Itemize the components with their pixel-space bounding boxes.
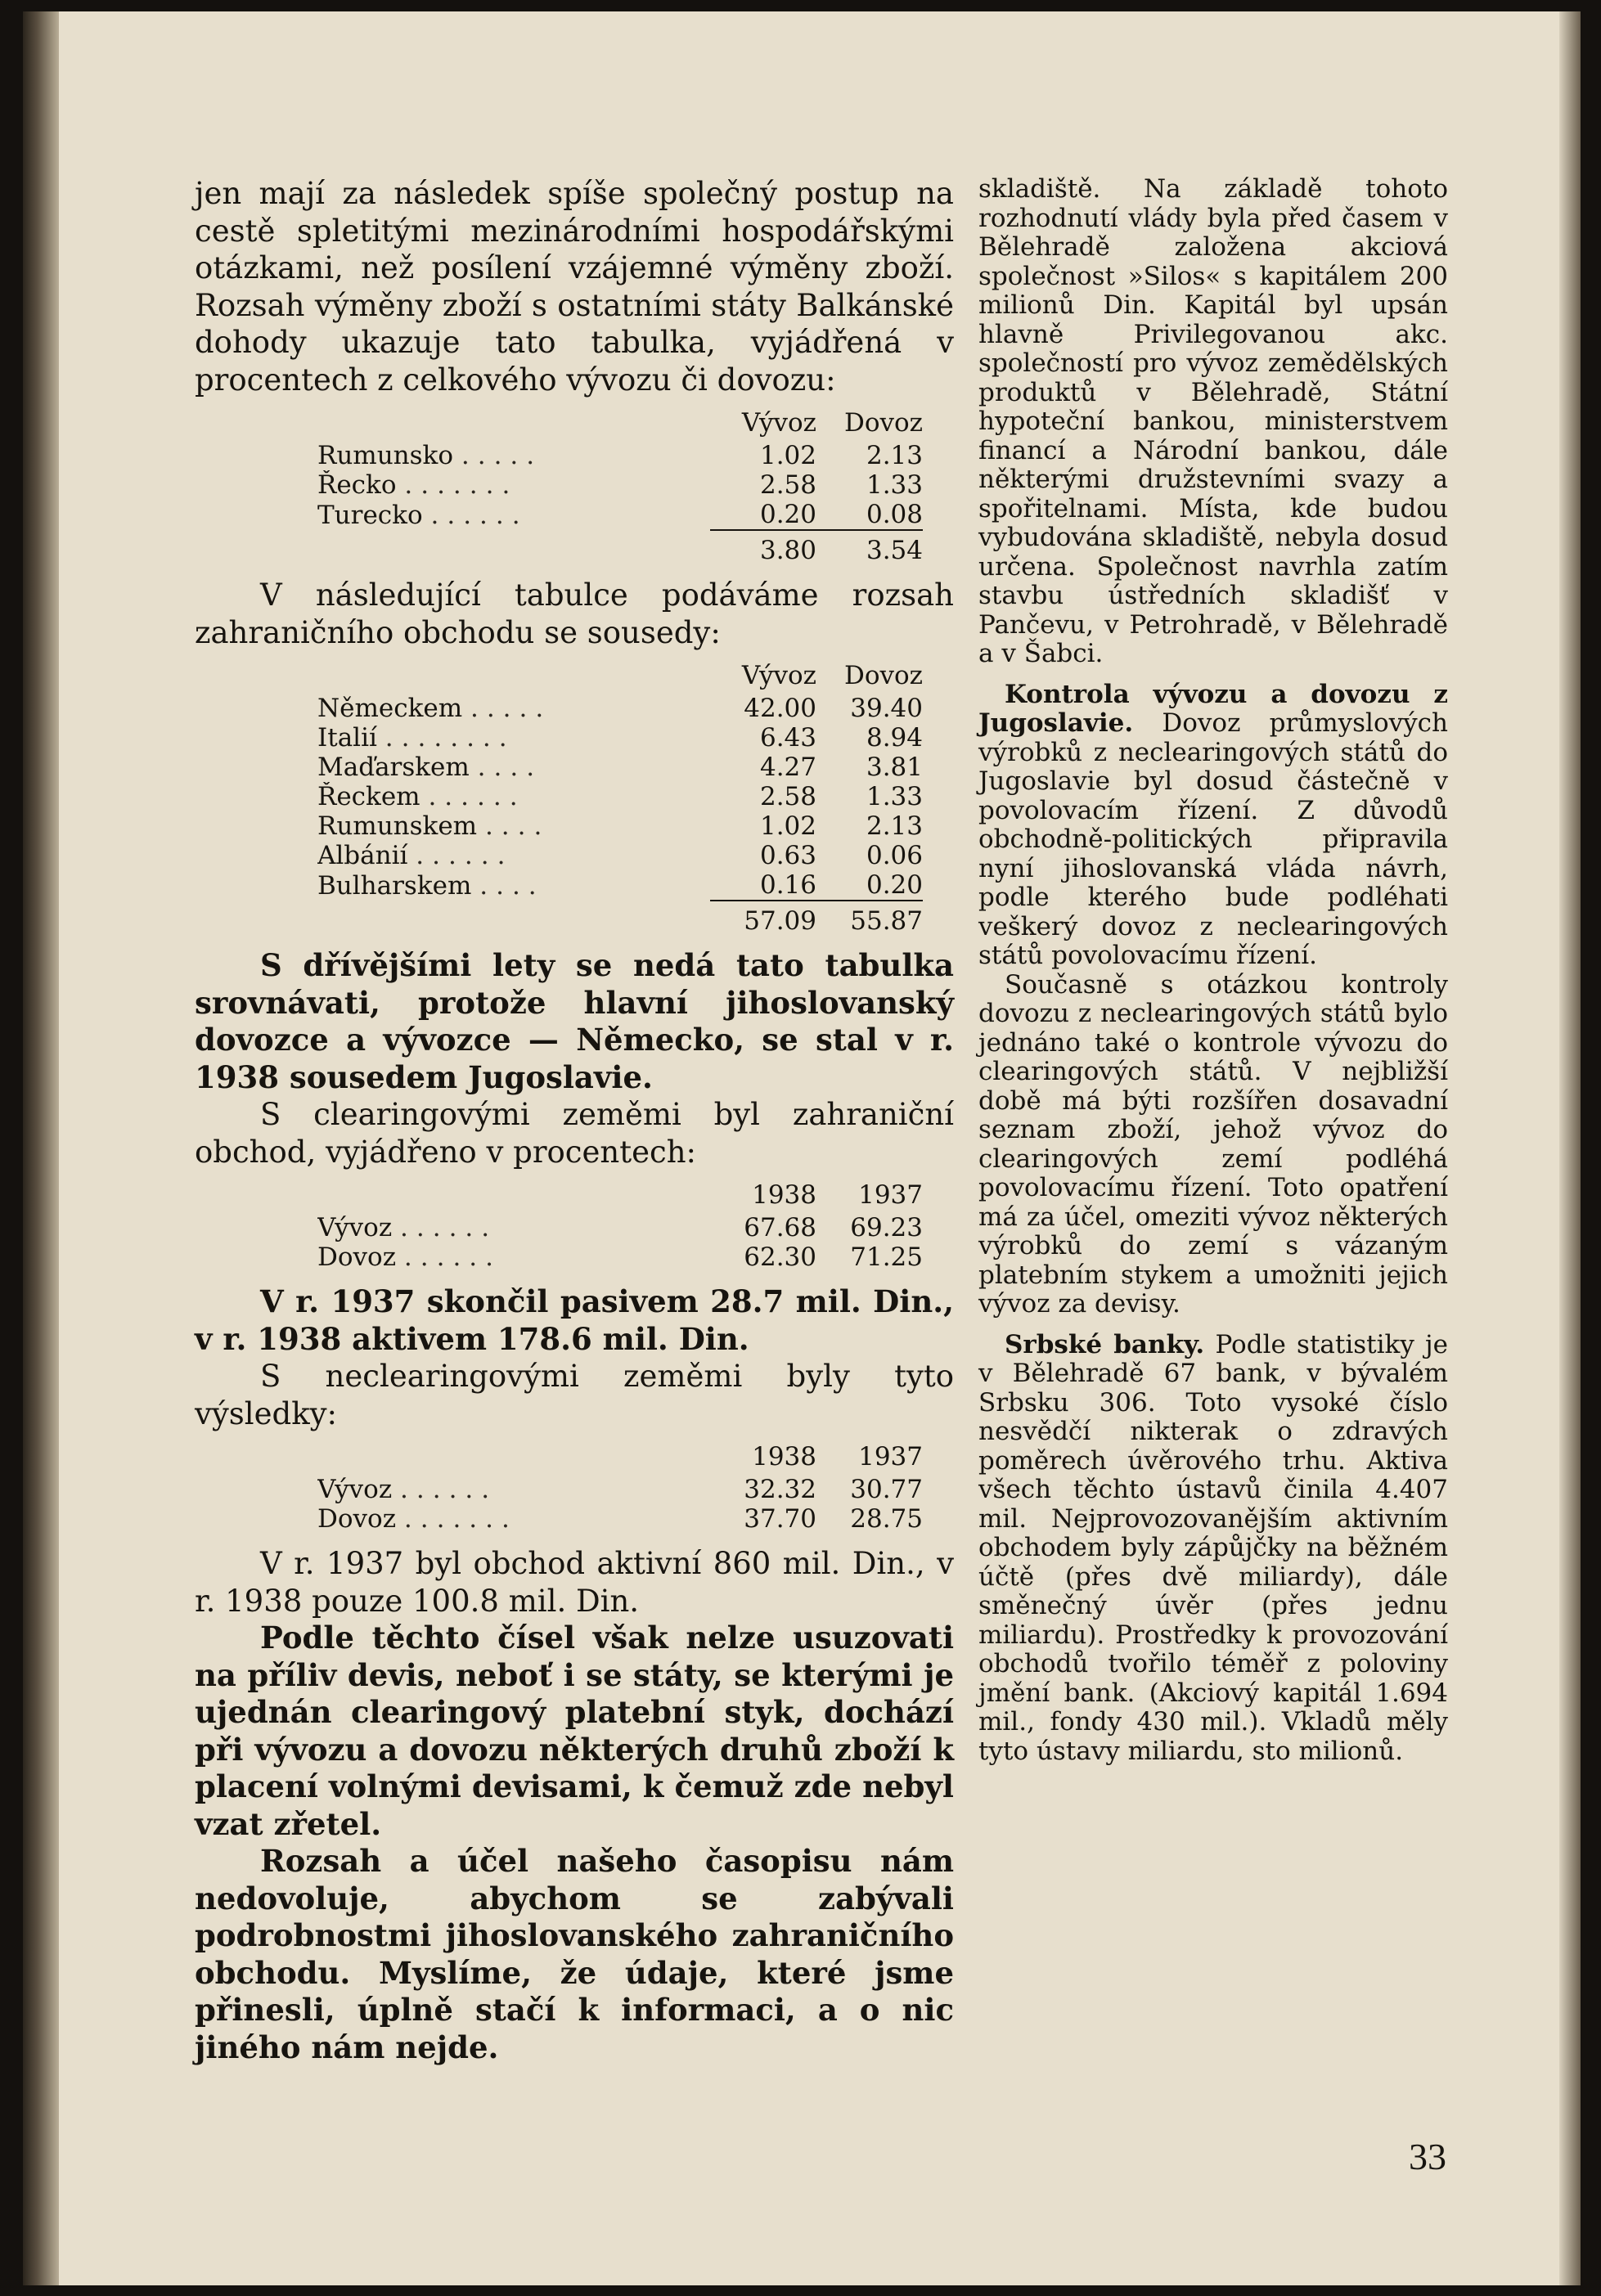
table-row: Řeckem ...... 2.58 1.33	[317, 782, 923, 811]
paragraph: V následující tabulce podáváme rozsah zahraničního obchodu se sousedy:	[195, 577, 954, 650]
table-row: Maďarskem .... 4.27 3.81	[317, 753, 923, 782]
column-header: Vývoz	[741, 661, 816, 690]
table-total-row: 3.80 3.54	[317, 530, 923, 565]
paragraph: Rozsah a účel našeho časopisu nám nedovoluje, abychom se zabývali podrobnostmi jihoslovanského zahraničního obchodu. Myslíme, že údaje, které jsme přinesli, úplně stačí k informaci, a o nic jiného nám nejde.	[195, 1843, 954, 2065]
paragraph: V r. 1937 byl obchod aktivní 860 mil. Din., v r. 1938 pouze 100.8 mil. Din.	[195, 1546, 954, 1619]
paragraph: V r. 1937 skončil pasivem 28.7 mil. Din., v r. 1938 aktivem 178.6 mil. Din.	[195, 1283, 954, 1357]
table-row: Německem ..... 42.00 39.40	[317, 694, 923, 723]
section-heading: Kontrola vývozu a dovozu z Jugoslavie.	[978, 679, 1448, 738]
paragraph: skladiště. Na základě tohoto rozhodnutí vlády byla před časem v Bělehradě založena akciová společnost »Silos« s kapitálem 200 milionů Din. Kapitál byl upsán hlavně Privilegovanou akc. společností pro vývoz zemědělských produktů v Bělehradě, Státní hypoteční bankou, ministerstvem financí a Národní bankou, dále některými družstevními svazy a spořitelnami. Místa, kde budou vybudována skladiště, nebyla dosud určena. Společnost navrhla zatím stavbu ústředních skladišť v Pančevu, v Petrohradě, v Bělehradě a v Šabci.	[978, 174, 1448, 668]
column-header: 1938	[752, 1442, 816, 1472]
column-header: Vývoz	[741, 408, 816, 438]
right-column	[978, 175, 1448, 1766]
column-header: Dovoz	[843, 408, 923, 438]
column-header: 1937	[858, 1180, 923, 1210]
table-row: Dovoz ....... 37.70 28.75	[317, 1504, 923, 1534]
page-edge	[1559, 11, 1581, 2285]
table-row: Rumunskem .... 1.02 2.13	[317, 811, 923, 841]
page-number: 33	[1409, 2136, 1446, 2177]
neighbours-table	[317, 661, 923, 936]
paragraph: Srbské banky. Podle statistiky je v Bělehradě 67 bank, v bývalém Srbsku 306. Toto vysoké číslo nesvědčí nikterak o zdravých poměrech úvěrového trhu. Aktiva všech těchto ústavů činila 4.407 mil. Nejprovozovanějším aktivním obchodem byly zápůjčky na běžném účtě (přes dvě miliardy), dále směnečný úvěr (přes jednu miliardu). Prostředky k provozování obchodů tvořilo téměř z poloviny jmění bank. (Akciový kapitál 1.694 mil., fondy 430 mil.). Vkladů měly tyto ústavy miliardu, sto milionů.	[978, 1329, 1448, 1766]
non-clearing-table	[317, 1442, 923, 1534]
table-row: Vývoz ...... 32.32 30.77	[317, 1475, 923, 1504]
column-header: 1938	[752, 1180, 816, 1210]
column-header: 1937	[858, 1442, 923, 1472]
paragraph: jen mají za následek spíše společný postup na cestě spletitými mezinárodními hospodářskými otázkami, než posílení vzájemné výměny zboží. Rozsah výměny zboží s ostatními státy Balkánské dohody ukazuje tato tabulka, vyjádřená v procentech z celkového vývozu či dovozu:	[195, 176, 954, 398]
column-header: Dovoz	[843, 661, 923, 690]
clearing-table	[317, 1180, 923, 1272]
balkan-entente-table	[317, 408, 923, 565]
table-row: Dovoz ...... 62.30 71.25	[317, 1242, 923, 1272]
paragraph: Kontrola vývozu a dovozu z Jugoslavie. Dovoz průmyslových výrobků z neclearingových států do Jugoslavie byl dosud částečně v povolovacím řízení. Z důvodů obchodně-politických připravila nyní jihoslovanská vláda návrh, podle kterého bude podléhati veškerý dovoz z neclearingových států povolovacímu řízení.	[978, 679, 1448, 970]
book-page	[23, 11, 1581, 2285]
table-row: Albánií ...... 0.63 0.06	[317, 841, 923, 870]
paragraph: S clearingovými zeměmi byl zahraniční obchod, vyjádřeno v procentech:	[195, 1097, 954, 1170]
paragraph: S dřívějšími lety se nedá tato tabulka srovnávati, protože hlavní jihoslovanský dovozce a vývozce — Německo, se stal v r. 1938 sousedem Jugoslavie.	[195, 947, 954, 1095]
table-row: Italií ........ 6.43 8.94	[317, 723, 923, 753]
paragraph: S neclearingovými zeměmi byly tyto výsledky:	[195, 1359, 954, 1431]
book-spine	[23, 11, 59, 2285]
table-total-row: 57.09 55.87	[317, 901, 923, 936]
table-row: Řecko ....... 2.58 1.33	[317, 470, 923, 500]
left-column	[195, 175, 954, 2066]
table-row: Turecko ...... 0.20 0.08	[317, 500, 923, 530]
table-row: Rumunsko ..... 1.02 2.13	[317, 441, 923, 470]
paragraph: Současně s otázkou kontroly dovozu z neclearingových států bylo jednáno také o kontrole vývozu do clearingových států. V nejbližší době má býti rozšířen dosavadní seznam zboží, jehož vývoz do clearingových zemí podléhá povolovacímu řízení. Toto opatření má za účel, omeziti vývoz některých výrobků do zemí s vázaným platebním stykem a umožniti jejich vývoz za devisy.	[978, 969, 1448, 1319]
section-heading: Srbské banky.	[1005, 1329, 1205, 1359]
table-row: Vývoz ...... 67.68 69.23	[317, 1213, 923, 1242]
table-row: Bulharskem .... 0.16 0.20	[317, 870, 923, 901]
paragraph: Podle těchto čísel však nelze usuzovati na příliv devis, neboť i se státy, se kterými je ujednán clearingový platební styk, dochází při vývozu a dovozu některých druhů zboží k placení volnými devisami, k čemuž zde nebyl vzat zřetel.	[195, 1620, 954, 1842]
